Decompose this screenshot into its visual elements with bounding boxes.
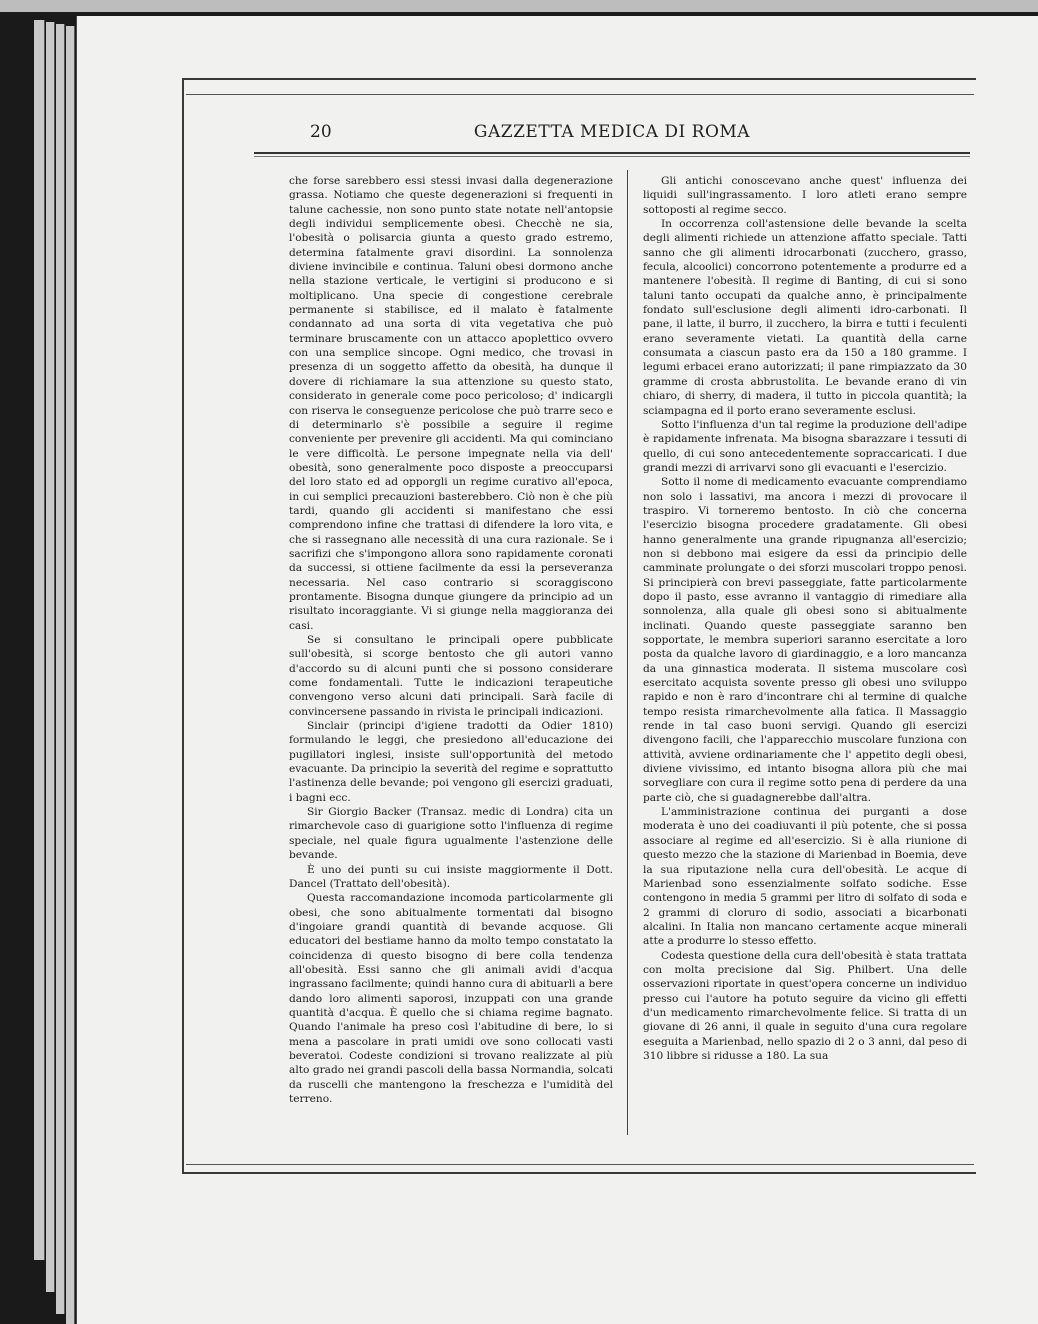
- column-divider: [627, 170, 628, 1135]
- page-stack-edge: [56, 24, 65, 1314]
- page-stack-edge: [46, 22, 55, 1292]
- frame-rule: [186, 94, 974, 95]
- paragraph: È uno dei punti su cui insiste maggiormente il Dott. Dancel (Trattato dell'obesità).: [289, 863, 613, 890]
- paragraph: Sir Giorgio Backer (Transaz. medic di Londra) cita un rimarchevole caso di guarigione sotto l'influenza di regime speciale, nel quale figura ugualmente l'astenzione delle bevande.: [289, 806, 613, 862]
- header-rule: [254, 156, 970, 157]
- paragraph: Sotto l'influenza d'un tal regime la produzione dell'adipe è rapidamente infrenata. Ma bisogna sbarazzare i tessuti di quello, di cui sono antecedentemente sopraccaricati. I due grandi mezzi di arrivarvi sono gli evacuanti e l'esercizio.: [643, 418, 967, 474]
- frame-rule: [186, 1164, 974, 1165]
- paragraph: che forse sarebbero essi stessi invasi dalla degenerazione grassa. Notiamo che queste degenerazioni si frequenti in talune cachessie, non sono punto state notate nell'antopsie degli individui semplicemente obesi. Checchè ne sia, l'obesità o polisarcia giunta a questo grado estremo, determina fatalmente gravi disordini. La sonnolenza diviene invincibile e continua. Taluni obesi dormono anche nella stazione verticale, le vertigini si producono e si moltiplicano. Una specie di congestione cerebrale permanente si stabilisce, ed il malato è fatalmente condannato ad una sorta di vita vegetativa che può terminare bruscamente con un attacco apoplettico ovvero con una semplice sincope. Ogni medico, che trovasi in presenza di un soggetto affetto da obesità, ha dunque il dovere di richiamare la sua attenzione su questo stato, considerato in generale come poco pericoloso; d' indicargli con riserva le conseguenze pericolose che può trarre seco e di determinarlo s'è possibile a seguire il regime conveniente per prevenire gli accidenti. Ma qui cominciano le vere difficoltà. Le persone impegnate nella via dell' obesità, sono generalmente poco disposte a preoccuparsi del loro stato ed ad opporgli un regime curativo all'epoca, in cui semplici precauzioni basterebbero. Ciò non è che più tardi, quando gli accidenti si manifestano che essi comprendono infine che trattasi di difendere la loro vita, e che si rassegnano alle necessità di una cura razionale. Se i sacrifizi che s'impongono allora sono rapidamente coronati da successi, si ottiene facilmente da essi la perseveranza necessaria. Nel caso contrario si scoraggiscono prontamente. Bisogna dunque giungere da principio ad un risultato incoraggiante. Vi si giunge nella maggioranza dei casi.: [289, 175, 613, 632]
- paragraph: Sinclair (principi d'igiene tradotti da Odier 1810) formulando le leggi, che presiedono all'educazione dei pugillatori inglesi, insiste sull'opportunità del metodo evacuante. Da principio la severità del regime e soprattutto l'astinenza delle bevande; poi vengono gli esercizi graduati, i bagni ecc.: [289, 720, 613, 804]
- paragraph: Questa raccomandazione incomoda particolarmente gli obesi, che sono abitualmente tormentati dal bisogno d'ingoiare grandi quantità di bevande acquose. Gli educatori del bestiame hanno da molto tempo constatato la coincidenza di questo bisogno di bere colla tendenza all'obesità. Essi sanno che gli animali avidi d'acqua ingrassano facilmente; quindi hanno cura di abituarli a bere dando loro alimenti saporosi, inzuppati con una grande quantità d'acqua. È quello che si chiama regime bagnato. Quando l'animale ha preso così l'abitudine di bere, lo si mena a pascolare in prati umidi ove sono collocati vasti beveratoi. Codeste condizioni si trovano realizzate al più alto grado nei grandi pascoli della bassa Normandia, solcati da ruscelli che mantengono la freschezza e l'umidità del terreno.: [289, 892, 613, 1105]
- paragraph: Se si consultano le principali opere pubblicate sull'obesità, si scorge bentosto che gli autori vanno d'accordo su di alcuni punti che si possono considerare come fondamentali. Tutte le indicazioni terapeutiche convengono verso alcuni dati principali. Sarà facile di convincersene passando in rivista le principali indicazioni.: [289, 634, 613, 718]
- page-stack-edge: [66, 26, 75, 1324]
- paragraph: Gli antichi conoscevano anche quest' influenza dei liquidi sull'ingrassamento. I loro atleti erano sempre sottoposti al regime secco.: [643, 175, 967, 216]
- left-column: [289, 174, 613, 1134]
- scanner-top-band: [0, 0, 1038, 12]
- paragraph: L'amministrazione continua dei purganti a dose moderata è uno dei coadiuvanti il più potente, che si possa associare al regime ed all'esercizio. Si è alla riunione di questo mezzo che la stazione di Marienbad in Boemia, deve la sua riputazione nella cura dell'obesità. Le acque di Marienbad sono essenzialmente solfato sodiche. Esse contengono in media 5 grammi per litro di solfato di soda e 2 grammi di cloruro di sodio, associati a bicarbonati alcalini. In Italia non mancano certamente acque minerali atte a produrre lo stesso effetto.: [643, 806, 967, 948]
- running-title: GAZZETTA MEDICA DI ROMA: [473, 122, 751, 142]
- page-stack-edge: [34, 20, 45, 1260]
- paragraph: Sotto il nome di medicamento evacuante comprendiamo non solo i lassativi, ma ancora i mezzi di provocare il traspiro. Vi torneremo bentosto. In ciò che concerna l'esercizio bisogna procedere gradatamente. Gli obesi hanno generalmente una grande ripugnanza all'esercizio; non si debbono mai esigere da essi da principio delle camminate prolungate o dei sforzi muscolari troppo penosi. Si principierà con brevi passeggiate, fatte particolarmente dopo il pasto, esse avranno il vantaggio di rimediare alla sonnolenza, alla quale gli obesi sono si abitualmente inclinati. Quando queste passeggiate saranno ben sopportate, le membra superiori saranno esercitate a loro posta da qualche lavoro di giardinaggio, e a loro mancanza da una ginnastica moderata. Il sistema muscolare così esercitato acquista sovente presso gli obesi uno sviluppo rapido e non è raro d'incontrare chi al termine di qualche tempo resista rimarchevolmente alla fatica. Il Massaggio rende in tal caso buoni servigi. Quando gli esercizi divengono facili, che l'apparecchio muscolare funziona con attività, avviene ordinariamente che l' appetito degli obesi, diviene vivissimo, ed intanto bisogna allora più che mai sorvegliare con cura il regime sotto pena di perdere da una parte ciò, che si guadagnerebbe dall'altra.: [643, 476, 967, 804]
- paragraph: Codesta questione della cura dell'obesità è stata trattata con molta precisione dal Sig. Philbert. Una delle osservazioni riportate in quest'opera concerne un individuo presso cui l'autore ha potuto seguire da vicino gli effetti d'un medicamento rimarchevolmente felice. Si tratta di un giovane di 26 anni, il quale in seguito d'una cura regolare eseguita a Marienbad, nello spazio di 2 o 3 anni, dal peso di 310 libbre si ridusse a 180. La sua: [643, 949, 967, 1062]
- paragraph: In occorrenza coll'astensione delle bevande la scelta degli alimenti richiede un attenzione affatto speciale. Tatti sanno che gli alimenti idrocarbonati (zucchero, grasso, fecula, alcoolici) concorrono potentemente a produrre ed a mantenere l'obesità. Il regime di Banting, di cui si sono taluni tanto occupati da qualche anno, è principalmente fondato sull'esclusione degli alimenti idro-carbonati. Il pane, il latte, il burro, il zucchero, la birra e tutti i feculenti erano severamente vietati. La quantità della carne consumata a ciascun pasto era da 150 a 180 gramme. I legumi erbacei erano autorizzati; il pane rimpiazzato da 30 gramme di crosta abbrustolita. Le bevande erano di vin chiaro, di sherry, di madera, il tutto in piccola quantità; la sciampagna ed il porto erano severamente esclusi.: [643, 218, 967, 417]
- header-rule: [254, 152, 970, 154]
- running-header: [254, 122, 970, 148]
- page-number: 20: [310, 122, 332, 142]
- right-column: [643, 174, 967, 1134]
